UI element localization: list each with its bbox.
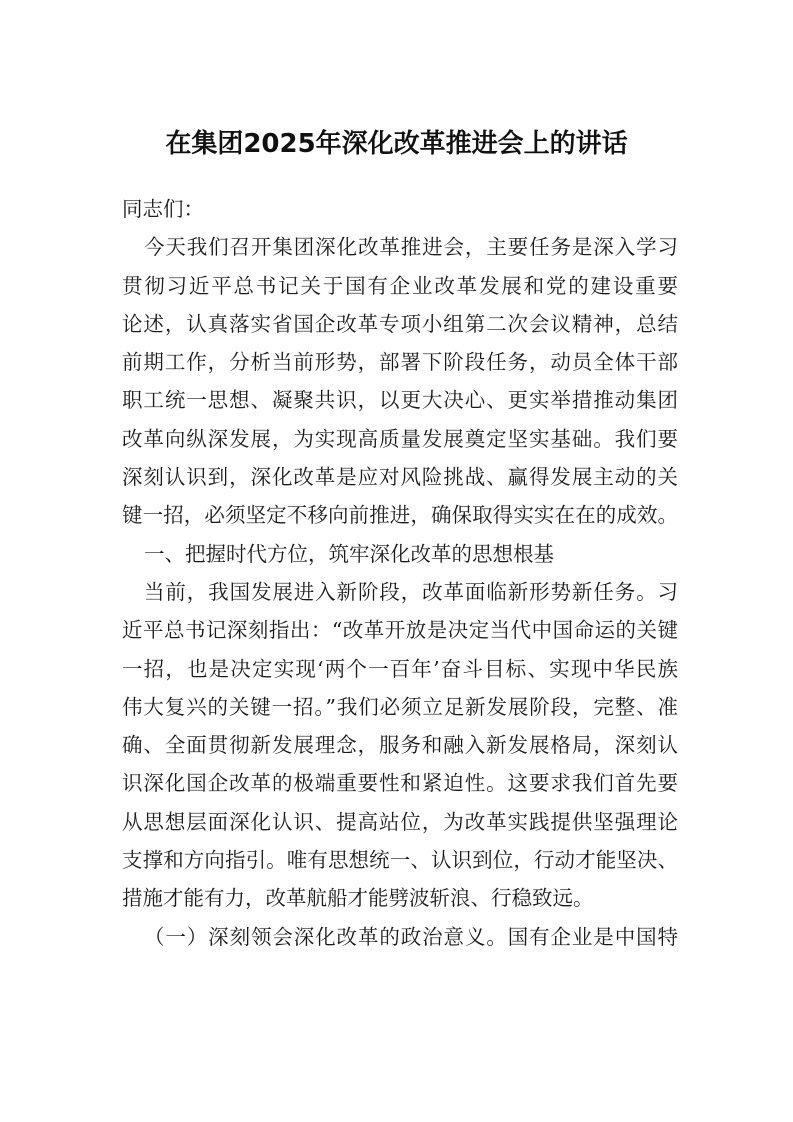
text-line: 当前，我国发展进入新阶段，改革面临新形势新任务。习 [144, 579, 678, 604]
text-line: 前期工作，分析当前形势，部署下阶段任务，动员全体干部 [122, 350, 678, 375]
text-line: 识深化国企改革的极端重要性和紧迫性。这要求我们首先要 [122, 771, 678, 796]
text-line: 今天我们召开集团深化改革推进会，主要任务是深入学习 [144, 235, 678, 260]
document-body [122, 190, 678, 956]
text-line: 键一招，必须坚定不移向前推进，确保取得实实在在的成效。 [122, 503, 678, 528]
text-line: 贯彻习近平总书记关于国有企业改革发展和党的建设重要 [122, 273, 678, 298]
text-line: 深刻认识到，深化改革是应对风险挑战、赢得发展主动的关 [122, 465, 678, 490]
text-line: 措施才能有力，改革航船才能劈波斩浪、行稳致远。 [122, 886, 594, 911]
text-line: 确、全面贯彻新发展理念，服务和融入新发展格局，深刻认 [122, 733, 678, 758]
text-line: 同志们： [122, 197, 204, 221]
text-line: 近平总书记深刻指出：“改革开放是决定当代中国命运的关键 [122, 618, 678, 643]
subsection-heading: （一）深刻领会深化改革的政治意义。国有企业是中国特 [144, 924, 678, 949]
section-heading: 一、把握时代方位，筑牢深化改革的思想根基 [144, 541, 554, 566]
text-line: 支撑和方向指引。唯有思想统一、认识到位，行动才能坚决、 [122, 848, 678, 873]
text-line: 一招，也是决定实现‘两个一百年’奋斗目标、实现中华民族 [122, 656, 678, 681]
text-line: 从思想层面深化认识、提高站位，为改革实践提供坚强理论 [122, 809, 678, 834]
text-line: 伟大复兴的关键一招。”我们必须立足新发展阶段，完整、准 [122, 694, 678, 719]
document-title: 在集团2025年深化改革推进会上的讲话 [165, 129, 628, 159]
text-line: 改革向纵深发展，为实现高质量发展奠定坚实基础。我们要 [122, 426, 678, 451]
text-line: 职工统一思想、凝聚共识，以更大决心、更实举措推动集团 [122, 388, 678, 413]
text-line: 论述，认真落实省国企改革专项小组第二次会议精神，总结 [122, 311, 678, 336]
